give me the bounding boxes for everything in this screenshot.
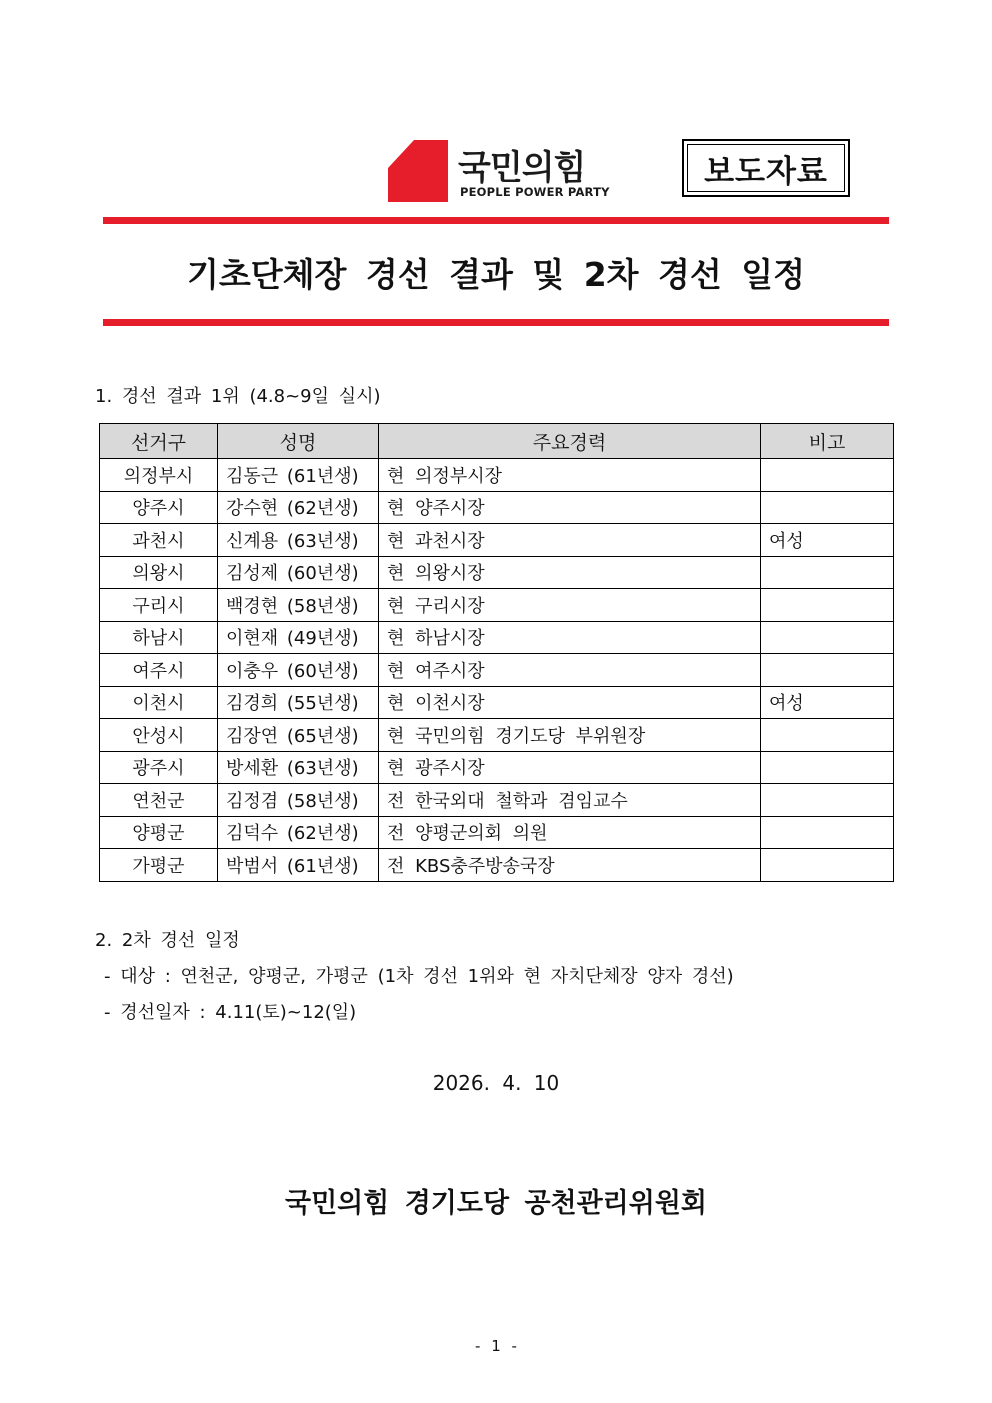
- cell-career: 현 광주시장: [379, 751, 761, 784]
- cell-note: [761, 459, 894, 492]
- results-table: [99, 423, 894, 882]
- cell-district: 과천시: [100, 524, 218, 557]
- cell-district: 양평군: [100, 816, 218, 849]
- column-header-note: 비고: [761, 424, 894, 459]
- table-header-row: [100, 424, 894, 459]
- table-row: [100, 459, 894, 492]
- cell-district: 광주시: [100, 751, 218, 784]
- cell-district: 연천군: [100, 784, 218, 817]
- cell-career: 현 이천시장: [379, 686, 761, 719]
- cell-career: 현 여주시장: [379, 654, 761, 687]
- cell-district: 여주시: [100, 654, 218, 687]
- title-top-rule: [103, 217, 889, 224]
- table-row: [100, 491, 894, 524]
- party-logo: [388, 140, 608, 204]
- table-row: [100, 524, 894, 557]
- cell-career: 현 의정부시장: [379, 459, 761, 492]
- release-date: 2026. 4. 10: [432, 1071, 560, 1095]
- cell-district: 하남시: [100, 621, 218, 654]
- document-title: 기초단체장 경선 결과 및 2차 경선 일정: [186, 255, 806, 294]
- cell-district: 의왕시: [100, 556, 218, 589]
- logo-korean-text: 국민의힘: [458, 148, 586, 188]
- party-logo-icon: [388, 140, 448, 202]
- table-row: [100, 686, 894, 719]
- table-row: [100, 589, 894, 622]
- schedule-target-item: - 대상 : 연천군, 양평군, 가평군 (1차 경선 1위와 현 자치단체장 양자 경선): [104, 966, 734, 987]
- cell-note: [761, 751, 894, 784]
- cell-name: 방세환 (63년생): [218, 751, 379, 784]
- cell-name: 이현재 (49년생): [218, 621, 379, 654]
- table-row: [100, 849, 894, 882]
- table-row: [100, 621, 894, 654]
- cell-note: [761, 589, 894, 622]
- cell-district: 이천시: [100, 686, 218, 719]
- cell-career: 전 한국외대 철학과 겸임교수: [379, 784, 761, 817]
- cell-name: 김경희 (55년생): [218, 686, 379, 719]
- cell-career: 현 과천시장: [379, 524, 761, 557]
- cell-career: 전 KBS충주방송국장: [379, 849, 761, 882]
- column-header-name: 성명: [218, 424, 379, 459]
- cell-career: 현 하남시장: [379, 621, 761, 654]
- cell-note: [761, 816, 894, 849]
- logo-english-text: PEOPLE POWER PARTY: [460, 185, 610, 199]
- cell-career: 현 의왕시장: [379, 556, 761, 589]
- table-row: [100, 719, 894, 752]
- section2-heading: 2. 2차 경선 일정: [95, 930, 240, 951]
- cell-district: 의정부시: [100, 459, 218, 492]
- cell-note: [761, 621, 894, 654]
- schedule-date-item: - 경선일자 : 4.11(토)~12(일): [104, 1002, 357, 1023]
- cell-name: 이충우 (60년생): [218, 654, 379, 687]
- issuing-organization: 국민의힘 경기도당 공천관리위원회: [284, 1188, 708, 1219]
- cell-career: 현 국민의힘 경기도당 부위원장: [379, 719, 761, 752]
- cell-career: 현 구리시장: [379, 589, 761, 622]
- press-release-badge: [682, 139, 850, 197]
- cell-name: 김덕수 (62년생): [218, 816, 379, 849]
- column-header-career: 주요경력: [379, 424, 761, 459]
- cell-district: 양주시: [100, 491, 218, 524]
- cell-name: 김동근 (61년생): [218, 459, 379, 492]
- cell-district: 안성시: [100, 719, 218, 752]
- table-row: [100, 556, 894, 589]
- cell-note: 여성: [761, 524, 894, 557]
- table-row: [100, 816, 894, 849]
- cell-name: 김장연 (65년생): [218, 719, 379, 752]
- cell-name: 백경현 (58년생): [218, 589, 379, 622]
- cell-career: 전 양평군의회 의원: [379, 816, 761, 849]
- table-row: [100, 784, 894, 817]
- cell-name: 박범서 (61년생): [218, 849, 379, 882]
- table-row: [100, 751, 894, 784]
- cell-note: [761, 784, 894, 817]
- cell-career: 현 양주시장: [379, 491, 761, 524]
- cell-district: 구리시: [100, 589, 218, 622]
- cell-name: 김성제 (60년생): [218, 556, 379, 589]
- cell-note: [761, 491, 894, 524]
- column-header-district: 선거구: [100, 424, 218, 459]
- page-number: - 1 -: [475, 1337, 517, 1355]
- press-release-label: 보도자료: [704, 153, 828, 190]
- cell-district: 가평군: [100, 849, 218, 882]
- title-bottom-rule: [103, 319, 889, 326]
- cell-name: 신계용 (63년생): [218, 524, 379, 557]
- cell-note: [761, 654, 894, 687]
- cell-name: 강수현 (62년생): [218, 491, 379, 524]
- cell-note: [761, 556, 894, 589]
- cell-note: [761, 719, 894, 752]
- cell-note: 여성: [761, 686, 894, 719]
- table-row: [100, 654, 894, 687]
- cell-note: [761, 849, 894, 882]
- cell-name: 김정겸 (58년생): [218, 784, 379, 817]
- section1-heading: 1. 경선 결과 1위 (4.8~9일 실시): [95, 386, 381, 407]
